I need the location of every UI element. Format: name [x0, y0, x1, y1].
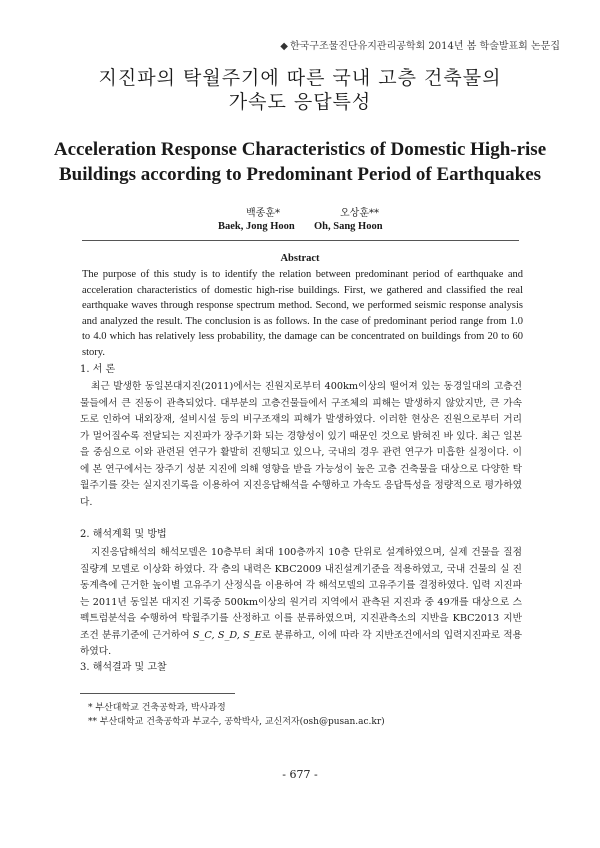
- section-text-method: [80, 545, 522, 661]
- section-text-introduction: 최근 발생한 동일본대지진(2011)에서는 진원지로부터 400km이상의 떨어져 있는 동경일대의 고층건물들에서 큰 진동이 관측되었다. 대부분의 고층건물들에서 구조체의 피해는 발생하지 않았지만, 큰 가속도로 인하여 내외장재, 설비시설 등의 비구조재의 피해가 발생하였다. 이러한 현상은 진원으로부터 거리가 멀어질수록 전달되는 지진파가 장주기화 되는 경향성이 있기 때문인 것으로 밝혀진 바 있다. 최근 일본을 중심으로 이와 관련된 연구가 활발히 진행되고 있으나, 국내의 경우 관련 연구가 미흡한 실정이다. 이에 본 연구에서는 장주기 성분 지진에 의해 영향을 받을 가능성이 높은 고층 건축물을 대상으로 다양한 탁월주기를 갖는 실지진기록을 이용하여 지진응답해석을 수행하고 가속도 응답특성을 정량적으로 평가하였다.: [80, 381, 522, 508]
- method-text-part1: 지진응답해석의 해석모델은 10층부터 최대 100층까지 10층 단위로 설계하였으며, 실제 건물을 질점질량계 모델로 이상화 하였다. 각 층의 내력은 KBC2009 내진설계기준을 적용하였고, 국내 건물의 실 진동계측에 근거한 높이별 고유주기 산정식을 이용하여 각 해석모델의 고유주기를 결정하였다. 입력 지진파는 2011년 동일본 대지진 기록중 500km이상의 원거리 지역에서 관측된 지진과 중 49개를 대상으로 스펙트럼분석을 수행하여 탁월주기를 산정하고 이를 분류하였으며, 지진관측소의 지반을 KBC2013 지반조건 분류기준에 근거하여: [80, 547, 522, 641]
- divider: [82, 240, 519, 241]
- diamond-icon: ◆: [280, 41, 288, 52]
- korean-title: [0, 66, 600, 114]
- author-2-korean: 오상훈**: [340, 208, 379, 219]
- abstract-text: The purpose of this study is to identify the relation between predominant period of earthquake and acceleration characteristics of domestic high-rise buildings. First, we gathered and classified the real earthquake waves through response spectrum method. Second, we performed seismic response analysis and analyzed the result. The conclusion is as follows. In the case of predominant period range from 1.0 to 4.0 which has relatively less probability, the damage can be concentrated on buildings from 20 to 60 story.: [82, 269, 523, 358]
- section-heading-method: 2. 해석계획 및 방법: [80, 529, 167, 540]
- korean-title-line2: 가속도 응답특성: [228, 91, 372, 113]
- english-title: [0, 137, 600, 187]
- footnote-1: * 부산대학교 건축공학과, 박사과정: [88, 703, 226, 713]
- journal-name: 한국구조물진단유지관리공학회 2014년 봄 학술발표회 논문집: [289, 41, 560, 52]
- author-1-korean: 백종훈*: [246, 208, 280, 219]
- english-title-line1: Acceleration Response Characteristics of Domestic High-rise: [53, 139, 547, 160]
- author-2-english: Oh, Sang Hoon: [314, 221, 383, 232]
- abstract-heading: Abstract: [280, 253, 320, 264]
- footnote-2: ** 부산대학교 건축공학과 부교수, 공학박사, 교신저자(osh@pusan.ac.kr): [88, 717, 385, 727]
- footnote-divider: [80, 693, 235, 694]
- section-heading-results: 3. 해석결과 및 고찰: [80, 662, 167, 673]
- author-1-english: Baek, Jong Hoon: [218, 221, 295, 232]
- english-title-line2: Buildings according to Predominant Period of Earthquakes: [58, 164, 542, 185]
- method-text-part2: 로 분류하고, 이에 따라 각 지반조건에서의 입력지진파로 적용하였다.: [80, 629, 522, 657]
- soil-class-math: S_C, S_D, S_E: [192, 629, 262, 641]
- korean-title-line1: 지진파의 탁월주기에 따른 국내 고층 건축물의: [98, 67, 502, 89]
- section-heading-introduction: 1. 서 론: [80, 364, 116, 375]
- journal-header: [280, 37, 560, 52]
- page-number: - 677 -: [282, 768, 318, 781]
